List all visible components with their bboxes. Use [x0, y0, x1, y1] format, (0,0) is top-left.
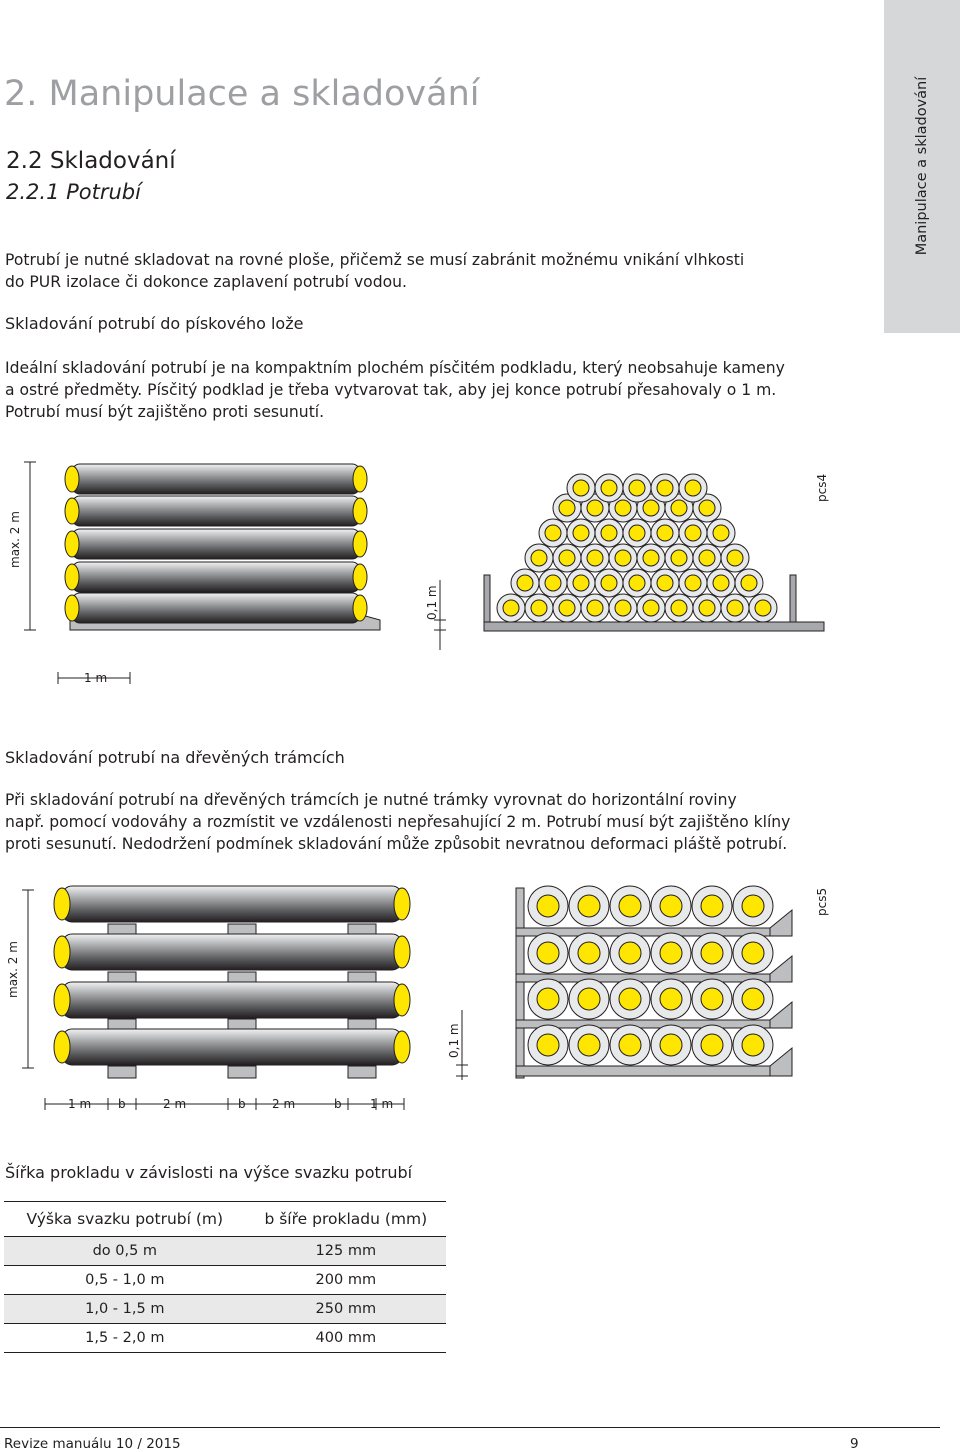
fig2-dim-6: b [334, 1097, 342, 1111]
sand-heading: Skladování potrubí do pískového lože [5, 314, 304, 333]
cell-width: 250 mm [246, 1295, 446, 1324]
fig2-dimension-chain [45, 1098, 404, 1110]
cell-width: 125 mm [246, 1237, 446, 1266]
table-row [4, 1266, 446, 1295]
page-number: 9 [850, 1436, 859, 1452]
fig1-overhang-label: 1 m [84, 671, 108, 685]
cell-height: 1,0 - 1,5 m [4, 1295, 246, 1324]
fig2-dim-7: 1 m [370, 1097, 394, 1111]
fig2-dim-4: b [238, 1097, 246, 1111]
fig1-max-height-label: max. 2 m [8, 511, 22, 568]
wood-beam-figure [0, 880, 884, 1120]
intro-line-1: Potrubí je nutné skladovat na rovné ploše, přičemž se musí zabránit možnému vnikání vlhkosti [5, 251, 745, 269]
footer-rule [0, 1427, 940, 1428]
sand-bed-figure [0, 450, 884, 695]
table-row [4, 1324, 446, 1353]
table-header-row [4, 1202, 446, 1237]
fig2-dim-2: b [118, 1097, 126, 1111]
cell-height: do 0,5 m [4, 1237, 246, 1266]
sand-line-2: a ostré předměty. Písčitý podklad je třeba vytvarovat tak, aby jej konce potrubí přesahovaly o 1 m. [5, 381, 777, 399]
fig2-gap-label: 0,1 m [447, 1023, 461, 1058]
cell-height: 0,5 - 1,0 m [4, 1266, 246, 1295]
table-title: Šířka prokladu v závislosti na výšce svazku potrubí [5, 1163, 413, 1182]
fig2-dim-3: 2 m [163, 1097, 187, 1111]
side-tab [884, 0, 960, 333]
fig2-dim-1: 1 m [68, 1097, 92, 1111]
spacer-width-table [4, 1201, 446, 1353]
fig1-gap-label: 0,1 m [425, 585, 439, 620]
wood-heading: Skladování potrubí na dřevěných trámcích [5, 748, 345, 767]
column-header-width: b šíře prokladu (mm) [246, 1202, 446, 1237]
section-title: 2.2 Skladování [6, 148, 176, 174]
fig1-front-pipes [497, 474, 777, 622]
fig1-code: pcs4 [815, 473, 829, 502]
sand-line-3: Potrubí musí být zajištěno proti sesunutí. [5, 403, 325, 421]
fig2-code: pcs5 [815, 887, 829, 916]
table-row [4, 1295, 446, 1324]
wood-line-3: proti sesunutí. Nedodržení podmínek skladování může způsobit nevratnou deformaci pláště potrubí. [5, 835, 788, 853]
intro-line-2: do PUR izolace či dokonce zaplavení potrubí vodou. [5, 273, 408, 291]
cell-height: 1,5 - 2,0 m [4, 1324, 246, 1353]
cell-width: 400 mm [246, 1324, 446, 1353]
fig2-dim-5: 2 m [272, 1097, 296, 1111]
chapter-title: 2. Manipulace a skladování [4, 74, 480, 114]
side-tab-label: Manipulace a skladování [914, 76, 930, 256]
footer-revision: Revize manuálu 10 / 2015 [4, 1436, 181, 1452]
fig1-side-pipes [65, 464, 367, 623]
subsection-title: 2.2.1 Potrubí [6, 180, 141, 204]
wood-line-2: např. pomocí vodováhy a rozmístit ve vzdálenosti nepřesahující 2 m. Potrubí musí být zajištěno klíny [5, 813, 791, 831]
fig2-max-height-label: max. 2 m [6, 941, 20, 998]
sand-line-1: Ideální skladování potrubí je na kompaktním plochém písčitém podkladu, který neobsahuje kameny [5, 359, 785, 377]
column-header-height: Výška svazku potrubí (m) [4, 1202, 246, 1237]
table-row [4, 1237, 446, 1266]
cell-width: 200 mm [246, 1266, 446, 1295]
wood-line-1: Při skladování potrubí na dřevěných trámcích je nutné trámky vyrovnat do horizontální roviny [5, 791, 737, 809]
